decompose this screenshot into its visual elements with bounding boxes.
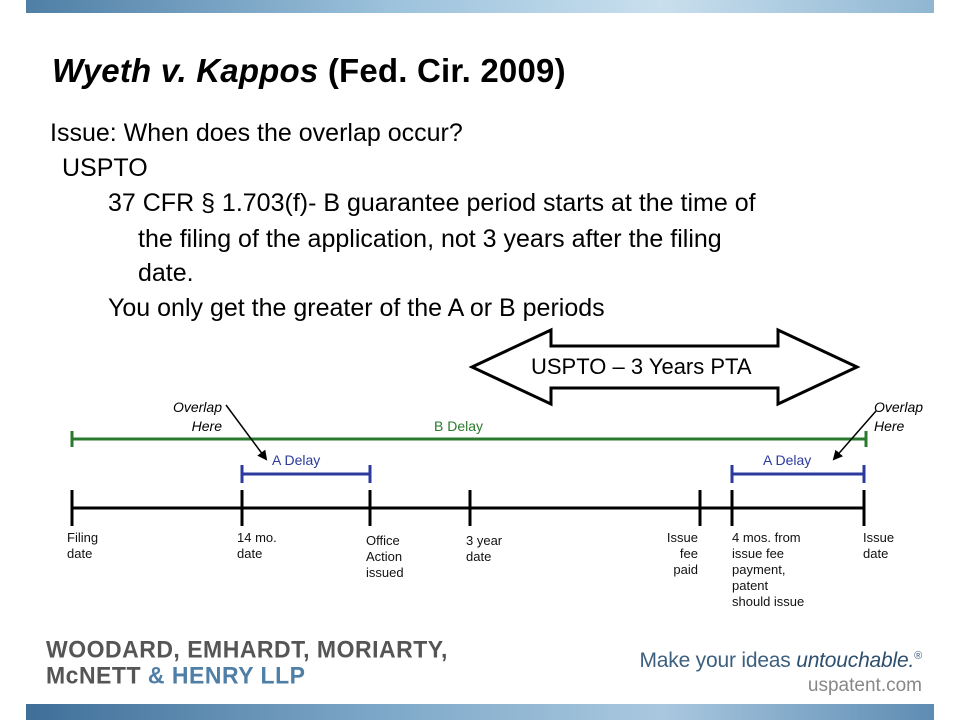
label-line: Office [366, 533, 400, 548]
label-line: 4 mos. from [732, 530, 801, 545]
label-line: payment, [732, 562, 786, 577]
firm-name-line1: WOODARD, EMHARDT, MORIARTY, [46, 635, 448, 663]
pta-arrow-label: USPTO – 3 Years PTA [531, 354, 752, 379]
label-line: fee [679, 546, 698, 561]
footer-tagline-block [640, 643, 923, 698]
tagline-part2: untouchable. [796, 649, 915, 672]
uspto-heading: USPTO [62, 154, 148, 182]
label-line: should issue [732, 594, 805, 609]
a-delay-label-left: A Delay [272, 452, 321, 468]
firm-name-mcnett: McNETT [46, 661, 148, 689]
overlap-left-line2: Here [191, 418, 222, 434]
label-line: Filing [67, 530, 99, 545]
firm-logo [46, 635, 448, 689]
cfr-line-1: 37 CFR § 1.703(f)- B guarantee period starts at the time of [108, 189, 756, 217]
label-line: paid [673, 562, 698, 577]
overlap-right-line1: Overlap [874, 399, 924, 415]
label-line: issued [366, 565, 404, 580]
cfr-line-3: date. [138, 259, 194, 287]
tagline [640, 643, 923, 674]
label-filing-date [67, 530, 98, 562]
label-line: patent [732, 578, 769, 593]
overlap-right-line2: Here [874, 418, 905, 434]
registered-mark: ® [914, 650, 922, 662]
b-delay-label: B Delay [434, 418, 484, 434]
label-line: issue fee [732, 546, 785, 561]
overlap-arrow-left [226, 405, 266, 459]
label-14mo-date [237, 530, 277, 562]
label-line: date [67, 546, 93, 561]
label-line: Issue [666, 530, 698, 545]
label-line: date [237, 546, 263, 561]
label-4-mos [732, 530, 804, 610]
label-issue-date [863, 530, 894, 562]
overlap-arrow-right [834, 411, 876, 459]
website-link[interactable]: uspatent.com [807, 675, 922, 696]
label-line: date [863, 546, 889, 561]
issue-line: Issue: When does the overlap occur? [50, 119, 463, 147]
a-delay-label-right: A Delay [763, 452, 812, 468]
greater-period-line: You only get the greater of the A or B periods [108, 294, 605, 322]
label-line: 14 mo. [237, 530, 277, 545]
firm-name-henry: & HENRY LLP [147, 661, 306, 689]
main-timeline [72, 490, 864, 526]
label-3-year-date [466, 533, 502, 565]
case-name: Wyeth v. Kappos [52, 52, 319, 89]
tagline-part1: Make your ideas [639, 649, 797, 672]
label-line: 3 year [466, 533, 503, 548]
court-year: (Fed. Cir. 2009) [318, 52, 566, 89]
overlap-left-line1: Overlap [172, 399, 222, 415]
label-line: date [466, 549, 492, 564]
overlap-label-left [154, 398, 222, 436]
label-office-action [366, 533, 404, 581]
label-line: Action [366, 549, 403, 564]
bottom-decorative-bar [26, 704, 934, 720]
label-issue-fee-paid [648, 530, 698, 578]
overlap-label-right [874, 398, 923, 436]
cfr-line-2: the filing of the application, not 3 years after the filing [138, 225, 722, 253]
firm-name-line2 [46, 661, 366, 688]
label-line: Issue [863, 530, 895, 545]
